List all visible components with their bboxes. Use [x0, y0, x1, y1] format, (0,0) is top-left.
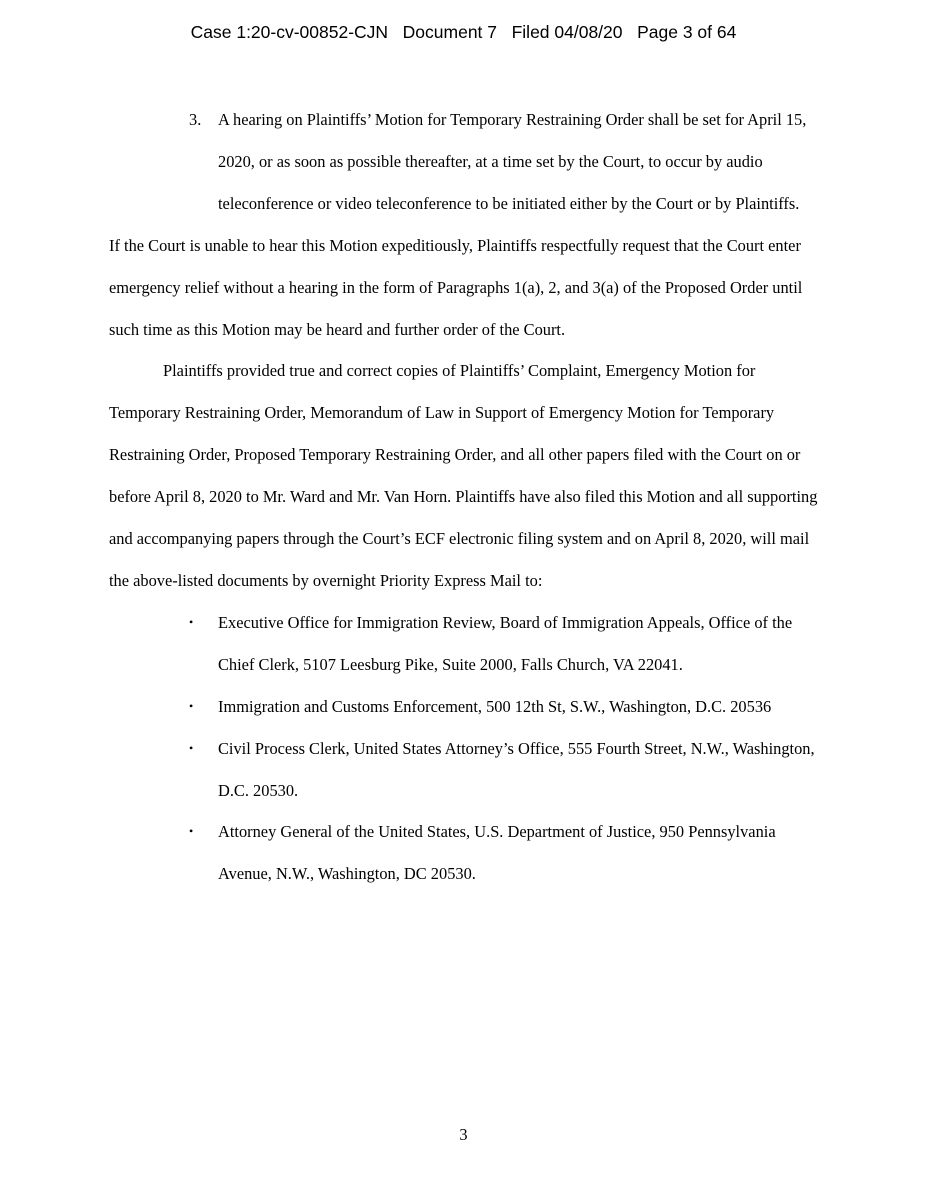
- bullet-icon: •: [189, 614, 194, 629]
- recipient-list: [109, 602, 821, 895]
- numbered-item-3: [189, 99, 821, 225]
- ecf-header-stamp: Case 1:20-cv-00852-CJN Document 7 Filed 04/08/20 Page 3 of 64: [190, 22, 737, 42]
- recipient-address: Immigration and Customs Enforcement, 500 12th St, S.W., Washington, D.C. 20536: [218, 696, 772, 716]
- document-body: [109, 99, 821, 895]
- list-item: [189, 728, 821, 812]
- recipient-address: Attorney General of the United States, U.S. Department of Justice, 950 Pennsylvania Avenue, N.W., Washington, DC 20530.: [218, 822, 776, 884]
- bullet-icon: •: [189, 698, 194, 713]
- list-item: [189, 811, 821, 895]
- bullet-icon: •: [189, 740, 194, 755]
- paragraph-service-copies: Plaintiffs provided true and correct copies of Plaintiffs’ Complaint, Emergency Motion for Temporary Restraining Order, Memorandum of Law in Support of Emergency Motion for Temporary Restraining Order, Proposed Temporary Restraining Order, and all other papers filed with the Court on or before April 8, 2020 to Mr. Ward and Mr. Van Horn. Plaintiffs have also filed this Motion and all supporting and accompanying papers through the Court’s ECF electronic filing system and on April 8, 2020, will mail the above-listed documents by overnight Priority Express Mail to:: [109, 361, 818, 590]
- recipient-address: Civil Process Clerk, United States Attorney’s Office, 555 Fourth Street, N.W., Washington, D.C. 20530.: [218, 738, 815, 800]
- list-item: [189, 686, 821, 728]
- item-text: A hearing on Plaintiffs’ Motion for Temporary Restraining Order shall be set for April 15, 2020, or as soon as possible thereafter, at a time set by the Court, to occur by audio teleconference or video teleconference to be initiated either by the Court or by Plaintiffs.: [218, 110, 807, 213]
- bullet-icon: •: [189, 824, 194, 839]
- page-number: 3: [459, 1125, 468, 1144]
- item-number: 3.: [189, 110, 202, 129]
- paragraph-emergency-relief: If the Court is unable to hear this Motion expeditiously, Plaintiffs respectfully request that the Court enter emergency relief without a hearing in the form of Paragraphs 1(a), 2, and 3(a) of the Proposed Order until such time as this Motion may be heard and further order of the Court.: [109, 235, 803, 339]
- list-item: [189, 602, 821, 686]
- recipient-address: Executive Office for Immigration Review, Board of Immigration Appeals, Office of the Chief Clerk, 5107 Leesburg Pike, Suite 2000, Falls Church, VA 22041.: [218, 612, 793, 674]
